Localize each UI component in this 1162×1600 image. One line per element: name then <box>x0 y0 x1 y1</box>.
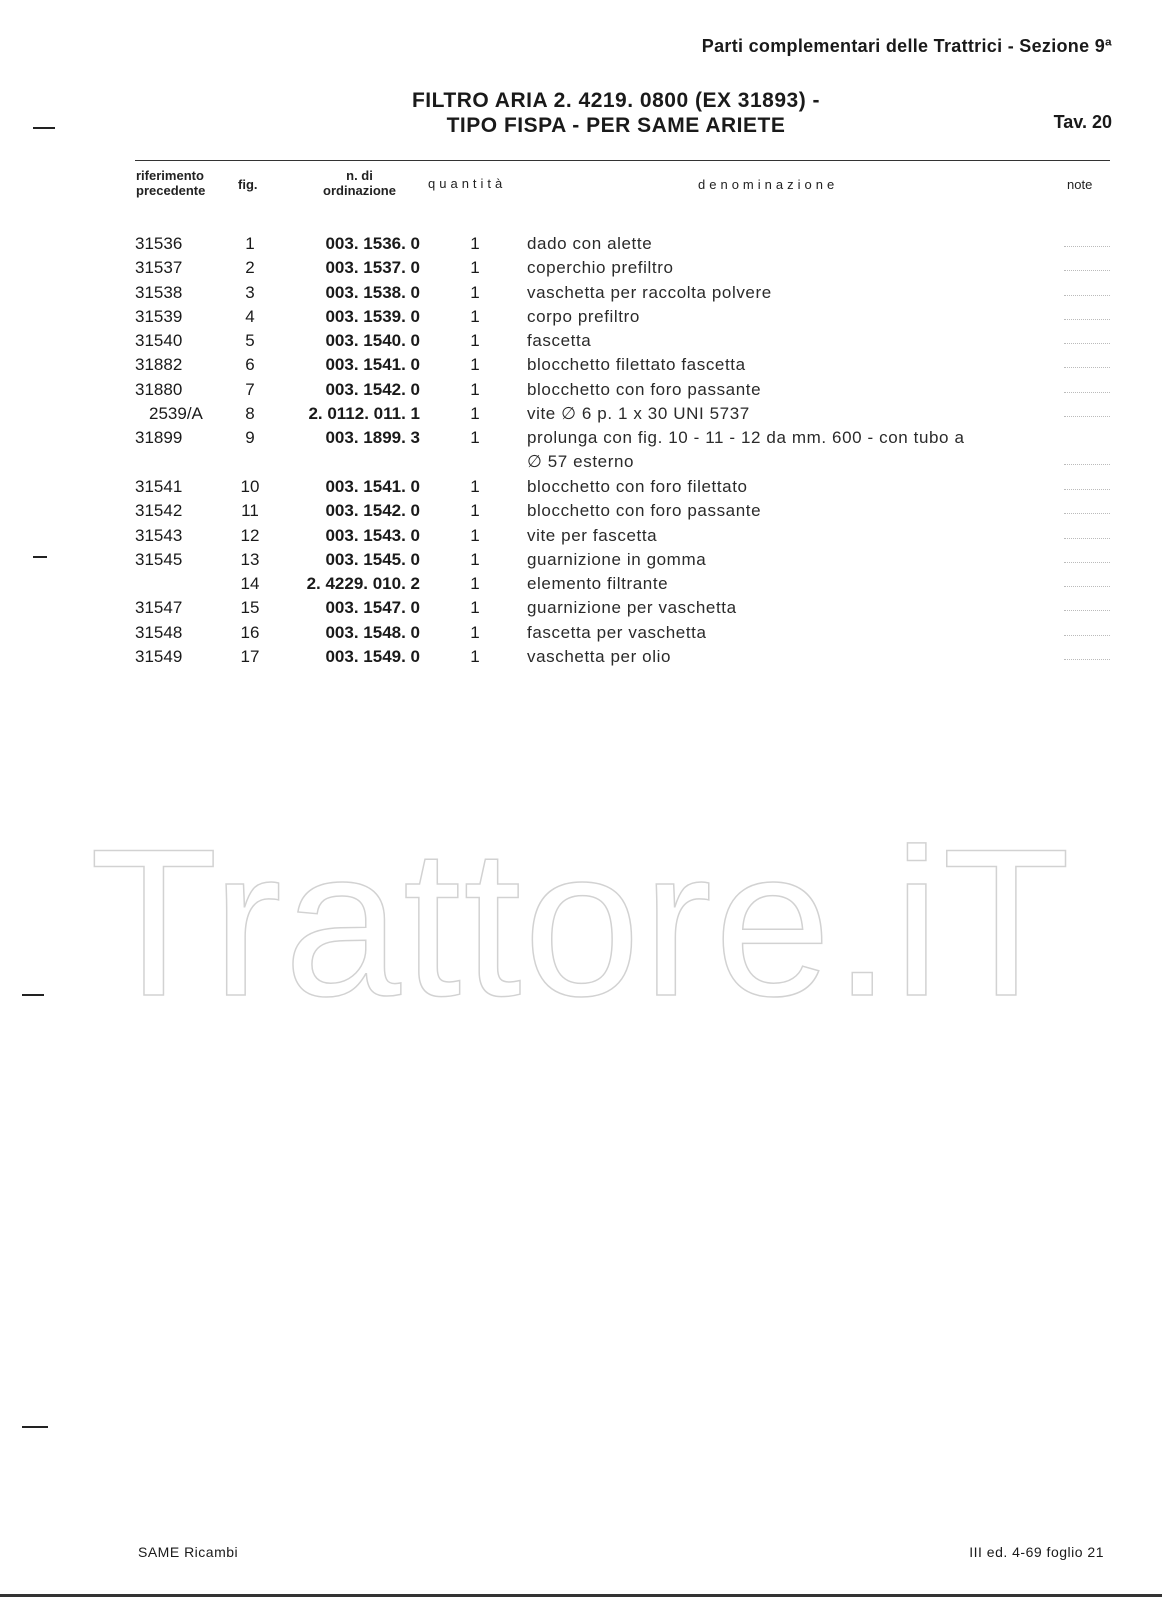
note-leader <box>1064 416 1110 417</box>
margin-mark <box>22 1426 48 1428</box>
ref-number: 31543 <box>135 525 183 545</box>
ref-number: 31537 <box>135 258 183 278</box>
fig-number: 9 <box>245 428 255 448</box>
quantity: 1 <box>470 574 480 594</box>
ref-number: 31541 <box>135 476 183 496</box>
description: blocchetto con foro passante <box>527 501 762 521</box>
description-continued: ∅ 57 esterno <box>527 452 635 472</box>
col-head-qty: quantità <box>428 176 507 191</box>
note-leader <box>1064 659 1110 660</box>
description: vaschetta per raccolta polvere <box>527 282 772 302</box>
fig-number: 5 <box>245 331 255 351</box>
note-leader <box>1064 610 1110 611</box>
table-row <box>0 426 1162 475</box>
quantity: 1 <box>470 428 480 448</box>
order-number: 003. 1540. 0 <box>325 331 420 351</box>
title-line-1: FILTRO ARIA 2. 4219. 0800 (EX 31893) - <box>411 89 821 112</box>
col-head-ord <box>312 168 407 198</box>
description: blocchetto con foro filettato <box>527 476 748 496</box>
col-head-rif-line2: precedente <box>136 183 206 198</box>
note-leader <box>1064 464 1110 465</box>
col-head-den: denominazione <box>698 177 839 192</box>
note-leader <box>1064 343 1110 344</box>
fig-number: 12 <box>240 525 260 545</box>
section-header: Parti complementari delle Trattrici - Sezione 9ª <box>701 36 1112 56</box>
watermark: Trattore.iT <box>89 805 1073 1040</box>
quantity: 1 <box>470 234 480 253</box>
order-number: 003. 1543. 0 <box>325 525 420 545</box>
page-title <box>0 88 1162 138</box>
order-number: 003. 1542. 0 <box>325 379 420 399</box>
footer-edition: III ed. 4-69 foglio 21 <box>969 1544 1104 1560</box>
table-row <box>0 281 1162 305</box>
fig-number: 10 <box>240 476 260 496</box>
description: elemento filtrante <box>527 574 669 594</box>
quantity: 1 <box>470 258 480 278</box>
ref-number: 31539 <box>135 306 183 326</box>
note-leader <box>1064 489 1110 490</box>
order-number: 003. 1899. 3 <box>325 428 420 448</box>
description: vaschetta per olio <box>527 647 672 667</box>
quantity: 1 <box>470 598 480 618</box>
fig-number: 4 <box>245 306 255 326</box>
ref-number: 31882 <box>135 355 183 375</box>
fig-number: 1 <box>245 234 255 253</box>
ref-number: 31899 <box>135 428 183 448</box>
description: vite ∅ 6 p. 1 x 30 UNI 5737 <box>527 404 750 424</box>
ref-number: 31547 <box>135 598 183 618</box>
margin-mark <box>22 994 44 996</box>
title-line-2: TIPO FISPA - PER SAME ARIETE <box>446 114 786 137</box>
fig-number: 15 <box>240 598 260 618</box>
col-head-ord-line2: ordinazione <box>323 183 396 198</box>
order-number: 003. 1547. 0 <box>325 598 420 618</box>
note-leader <box>1064 392 1110 393</box>
note-leader <box>1064 367 1110 368</box>
ref-number: 31542 <box>135 501 183 521</box>
table-row <box>0 475 1162 499</box>
order-number: 003. 1541. 0 <box>325 355 420 375</box>
ref-number: 31548 <box>135 622 183 642</box>
order-number: 2. 0112. 011. 1 <box>308 404 420 424</box>
fig-number: 16 <box>240 622 260 642</box>
ref-number: 31545 <box>135 549 183 569</box>
quantity: 1 <box>470 525 480 545</box>
ref-number: 31540 <box>135 331 183 351</box>
fig-number: 14 <box>240 574 260 594</box>
order-number: 003. 1542. 0 <box>325 501 420 521</box>
table-row <box>0 353 1162 377</box>
description: fascetta <box>527 331 592 351</box>
quantity: 1 <box>470 331 480 351</box>
margin-mark <box>33 127 55 129</box>
note-leader <box>1064 295 1110 296</box>
quantity: 1 <box>470 476 480 496</box>
description: blocchetto con foro passante <box>527 379 762 399</box>
order-number: 003. 1548. 0 <box>325 622 420 642</box>
table-row <box>0 596 1162 620</box>
table-row <box>0 499 1162 523</box>
description: guarnizione per vaschetta <box>527 598 737 618</box>
ref-number: 31880 <box>135 379 183 399</box>
order-number: 003. 1549. 0 <box>325 647 420 667</box>
order-number: 003. 1538. 0 <box>325 282 420 302</box>
ref-number: 31538 <box>135 282 183 302</box>
note-leader <box>1064 586 1110 587</box>
col-head-note: note <box>1067 177 1093 192</box>
table-row <box>0 329 1162 353</box>
table-number: Tav. 20 <box>1053 112 1112 132</box>
fig-number: 8 <box>245 404 255 424</box>
ref-number: 31536 <box>135 234 183 253</box>
description: dado con alette <box>527 234 653 253</box>
fig-number: 13 <box>240 549 260 569</box>
order-number: 003. 1545. 0 <box>325 549 420 569</box>
table-row <box>0 232 1162 256</box>
note-leader <box>1064 513 1110 514</box>
order-number: 003. 1536. 0 <box>325 234 420 253</box>
quantity: 1 <box>470 501 480 521</box>
description: vite per fascetta <box>527 525 658 545</box>
note-leader <box>1064 635 1110 636</box>
col-head-fig: fig. <box>238 177 258 192</box>
note-leader <box>1064 270 1110 271</box>
ref-number: 2539/A <box>149 404 203 424</box>
description: guarnizione in gomma <box>527 549 707 569</box>
quantity: 1 <box>470 379 480 399</box>
footer-publisher: SAME Ricambi <box>138 1544 239 1560</box>
order-number: 003. 1541. 0 <box>325 476 420 496</box>
col-head-ord-line1: n. di <box>346 168 373 183</box>
order-number: 003. 1539. 0 <box>325 306 420 326</box>
header-rule-top <box>135 160 1110 161</box>
note-leader <box>1064 538 1110 539</box>
quantity: 1 <box>470 282 480 302</box>
table-row <box>0 402 1162 426</box>
parts-table <box>0 232 1162 669</box>
quantity: 1 <box>470 622 480 642</box>
table-row <box>0 256 1162 280</box>
description: prolunga con fig. 10 - 11 - 12 da mm. 600 - con tubo a <box>527 428 965 448</box>
quantity: 1 <box>470 549 480 569</box>
fig-number: 7 <box>245 379 255 399</box>
fig-number: 3 <box>245 282 255 302</box>
note-leader <box>1064 246 1110 247</box>
note-leader <box>1064 562 1110 563</box>
quantity: 1 <box>470 647 480 667</box>
fig-number: 6 <box>245 355 255 375</box>
description: corpo prefiltro <box>527 306 640 326</box>
description: fascetta per vaschetta <box>527 622 707 642</box>
note-leader <box>1064 319 1110 320</box>
col-head-rif <box>136 168 205 198</box>
fig-number: 17 <box>240 647 260 667</box>
table-row <box>0 621 1162 645</box>
quantity: 1 <box>470 404 480 424</box>
table-row <box>0 548 1162 572</box>
order-number: 003. 1537. 0 <box>325 258 420 278</box>
quantity: 1 <box>470 355 480 375</box>
fig-number: 2 <box>245 258 255 278</box>
fig-number: 11 <box>241 501 259 521</box>
margin-mark <box>33 556 47 558</box>
bottom-rule <box>0 1594 1162 1597</box>
quantity: 1 <box>470 306 480 326</box>
table-row <box>0 305 1162 329</box>
table-row <box>0 378 1162 402</box>
order-number: 2. 4229. 010. 2 <box>306 574 420 594</box>
description: blocchetto filettato fascetta <box>527 355 746 375</box>
ref-number: 31549 <box>135 647 183 667</box>
table-row <box>0 645 1162 669</box>
table-row <box>0 572 1162 596</box>
col-head-rif-line1: riferimento <box>136 168 204 183</box>
table-row <box>0 524 1162 548</box>
description: coperchio prefiltro <box>527 258 674 278</box>
